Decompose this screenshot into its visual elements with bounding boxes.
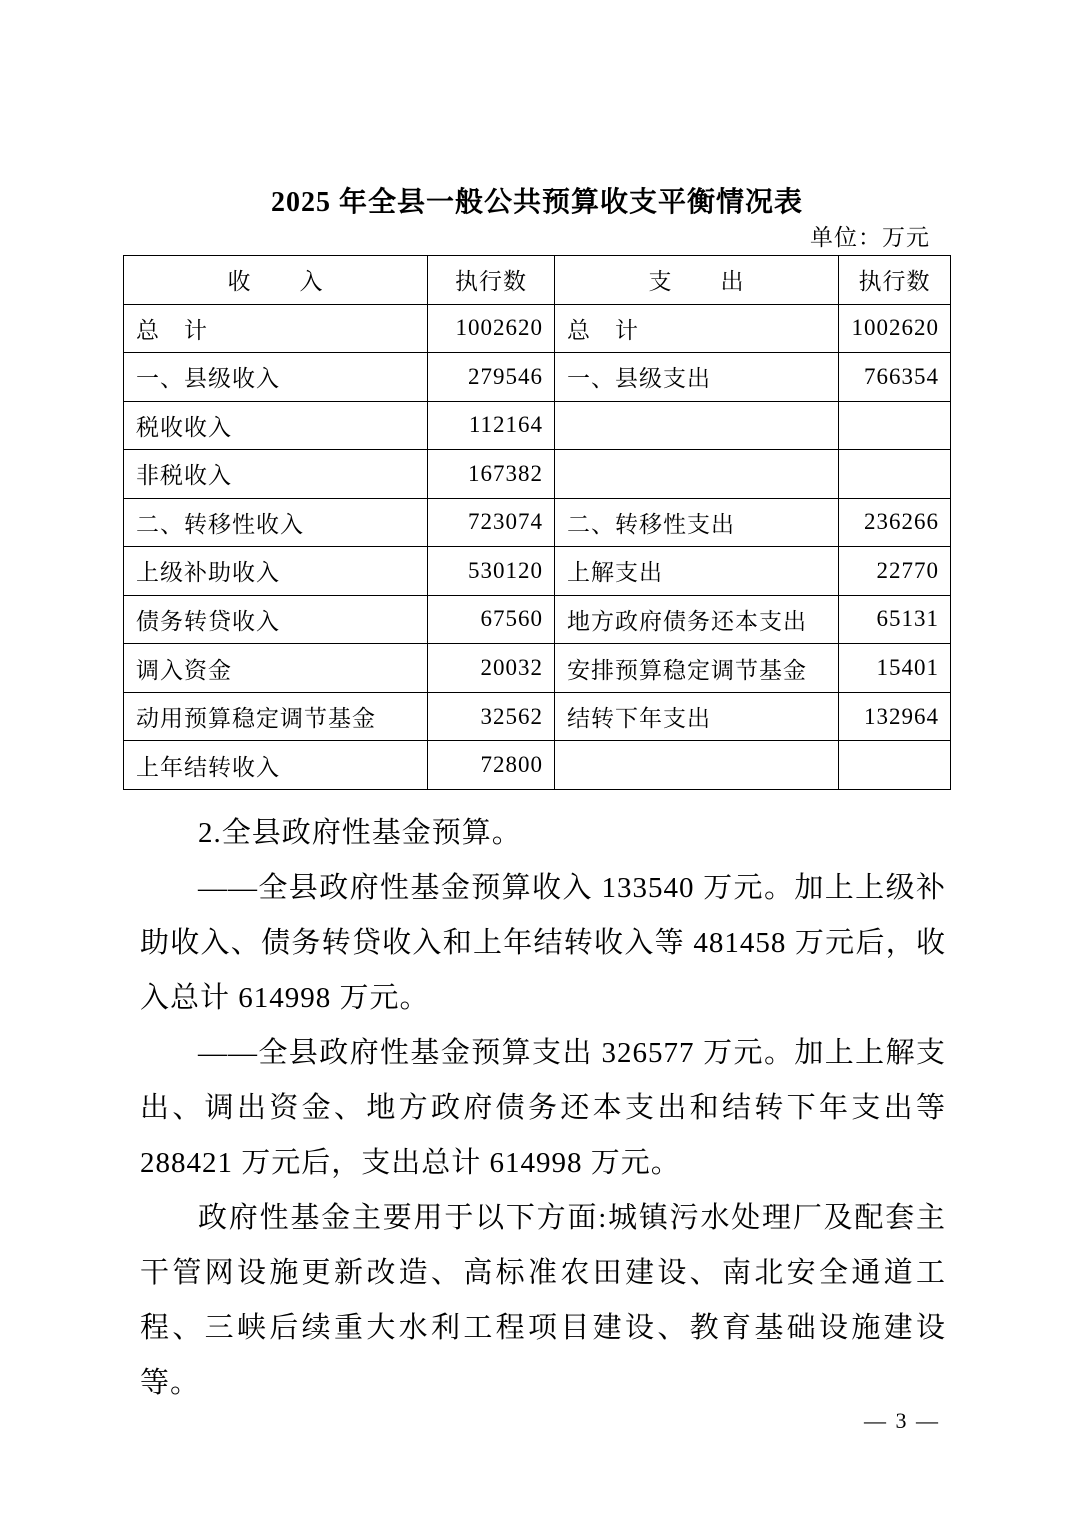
table-cell: 一、县级支出	[555, 353, 839, 402]
table-cell	[555, 401, 839, 450]
table-row	[124, 692, 951, 741]
table-cell	[839, 450, 951, 499]
table-cell: 债务转贷收入	[124, 595, 428, 644]
table-row	[124, 304, 951, 353]
table-cell: 结转下年支出	[555, 692, 839, 741]
paragraph-fund-usage: 政府性基金主要用于以下方面:城镇污水处理厂及配套主干管网设施更新改造、高标准农田建设、南北安全通道工程、三峡后续重大水利工程项目建设、教育基础设施建设等。	[140, 1202, 946, 1399]
table-cell: 32562	[428, 692, 555, 741]
table-cell	[555, 741, 839, 790]
table-row	[124, 547, 951, 596]
table-cell: 132964	[839, 692, 951, 741]
table-cell: 调入资金	[124, 644, 428, 693]
paragraph-fund-budget-heading: 2.全县政府性基金预算。	[198, 817, 522, 849]
table-row	[124, 401, 951, 450]
table-cell: 税收收入	[124, 401, 428, 450]
table-cell: 279546	[428, 353, 555, 402]
table-header-income: 收 入	[124, 256, 428, 305]
table-row	[124, 644, 951, 693]
table-row	[124, 741, 951, 790]
table-header-row	[124, 256, 951, 305]
table-cell	[839, 401, 951, 450]
table-cell: 236266	[839, 498, 951, 547]
page-title: 2025 年全县一般公共预算收支平衡情况表	[270, 187, 803, 218]
table-cell: 65131	[839, 595, 951, 644]
table-row	[124, 595, 951, 644]
page-number: — 3 —	[864, 1408, 940, 1433]
paragraph-fund-expenditure: ——全县政府性基金预算支出 326577 万元。加上上解支出、调出资金、地方政府债务还本支出和结转下年支出等 288421 万元后，支出总计 614998 万元。	[140, 1037, 946, 1179]
paragraph-fund-revenue: ——全县政府性基金预算收入 133540 万元。加上上级补助收入、债务转贷收入和上年结转收入等 481458 万元后，收入总计 614998 万元。	[140, 872, 946, 1014]
table-cell: 1002620	[428, 304, 555, 353]
table-header-expenditure: 支 出	[555, 256, 839, 305]
table-cell: 上解支出	[555, 547, 839, 596]
table-cell: 723074	[428, 498, 555, 547]
table-cell: 766354	[839, 353, 951, 402]
table-cell: 地方政府债务还本支出	[555, 595, 839, 644]
budget-balance-table	[123, 255, 951, 790]
table-cell: 一、县级收入	[124, 353, 428, 402]
table-cell: 总 计	[124, 304, 428, 353]
table-cell: 22770	[839, 547, 951, 596]
table-cell: 二、转移性收入	[124, 498, 428, 547]
table-cell: 167382	[428, 450, 555, 499]
table-row	[124, 353, 951, 402]
table-header-expenditure-amount: 执行数	[839, 256, 951, 305]
table-header-income-amount: 执行数	[428, 256, 555, 305]
table-row	[124, 498, 951, 547]
table-cell: 1002620	[839, 304, 951, 353]
table-cell	[839, 741, 951, 790]
unit-label: 单位：万元	[810, 225, 930, 250]
table-cell: 530120	[428, 547, 555, 596]
body-text	[140, 806, 946, 1411]
table-cell: 20032	[428, 644, 555, 693]
table-cell: 二、转移性支出	[555, 498, 839, 547]
table-cell: 动用预算稳定调节基金	[124, 692, 428, 741]
table-cell: 67560	[428, 595, 555, 644]
table-cell: 总 计	[555, 304, 839, 353]
table-cell: 112164	[428, 401, 555, 450]
table-cell: 72800	[428, 741, 555, 790]
table-cell: 安排预算稳定调节基金	[555, 644, 839, 693]
table-cell: 上级补助收入	[124, 547, 428, 596]
table-cell: 非税收入	[124, 450, 428, 499]
table-cell	[555, 450, 839, 499]
table-cell: 15401	[839, 644, 951, 693]
table-row	[124, 450, 951, 499]
table-cell: 上年结转收入	[124, 741, 428, 790]
